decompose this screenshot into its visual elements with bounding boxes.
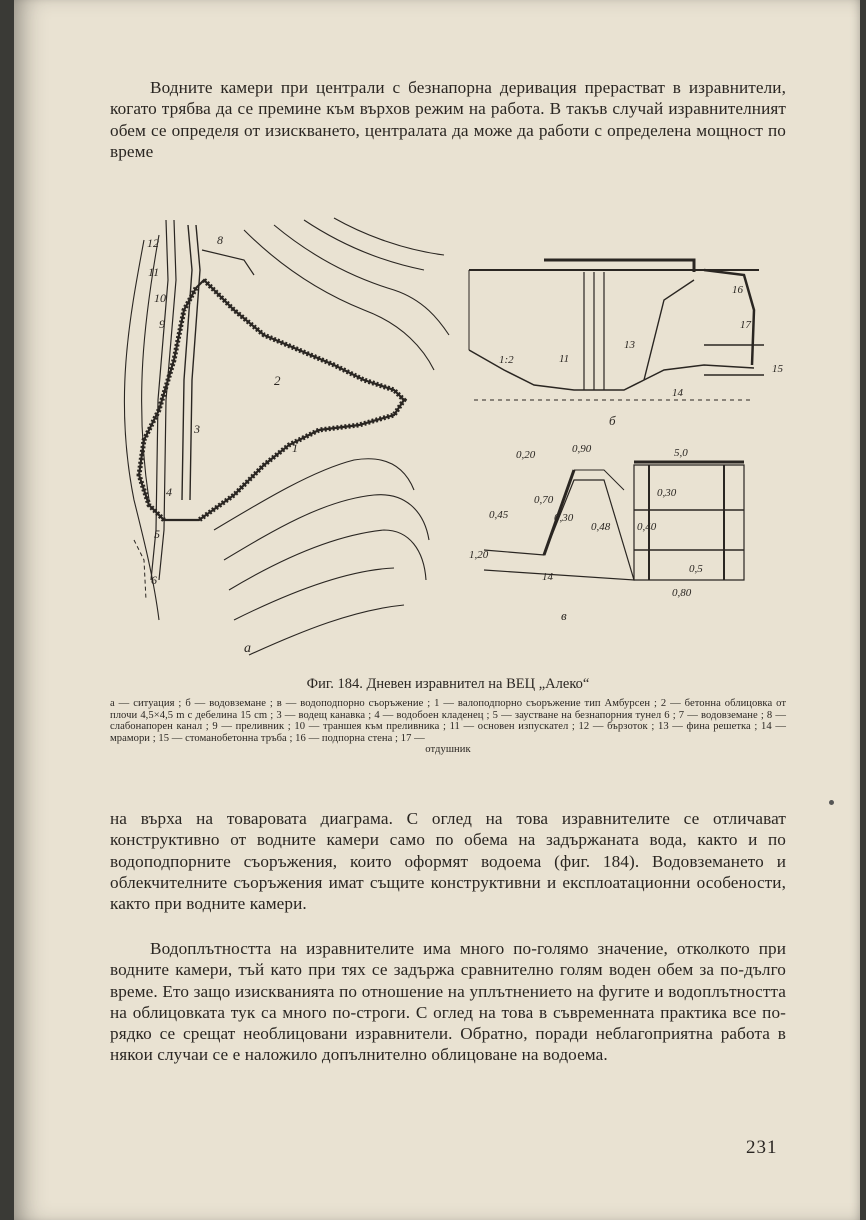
dim-030b: 0,30 <box>657 487 677 499</box>
legend-text: а — ситуация ; б — водовземане ; в — водоподпорно съоръжение ; 1 — валоподпорно съоръжение тип Амбурсен ; 2 — бетонна облицовка от плочи 4,5×4,5 m с дебелина 15 cm ; 3 — водещ канавка ; 4 — водобоен кладенец ; 5 — заустване на безнапорния тунел 6 ; 7 — водовземане ; 8 — слабонапорен канал ; 9 — преливник ; 10 — траншея към преливника ; 11 — основен изпускател ; 12 — бързоток ; 13 — фина решетка ; 14 — мрамори ; 15 — стоманобетонна тръба ; 16 — подпорна стена ; 17 — <box>110 698 786 744</box>
paragraph-1: Водните камери при централи с безнапорна деривация прерастват в изравнители, когато трябва да се премине към върхов режим на работа. В такъв случай изравнителният обем се определя от изискването, централата да може да работи с определена мощност по време <box>110 78 786 161</box>
label-11: 11 <box>148 265 160 279</box>
dim-045: 0,45 <box>489 509 509 521</box>
dim-090: 0,90 <box>572 443 592 455</box>
label-10: 10 <box>154 291 166 305</box>
legend-last: отдушник <box>425 744 471 756</box>
label-14c: 14 <box>542 571 553 583</box>
label-15: 15 <box>772 363 783 375</box>
ink-dot <box>829 800 834 805</box>
figure-caption: Фиг. 184. Дневен изравнител на ВЕЦ „Алеко“ <box>306 676 590 692</box>
contour-line <box>334 218 444 255</box>
label-8: 8 <box>217 233 223 247</box>
paragraph-3: Водоплътността на изравнителите има много по-голямо значение, отколкото при водните камери, тъй като при тях се задържа сравнително голям воден обем за по-дълго време. Ето защо изискванията по отношение на уплътнението на фугите и водоплътността на облицовката тук са много по-строги. С оглед на това в съвременната практика все по-рядко се срещат необлицовани изравнители. Обратно, поради неблагоприятна работа в някои случаи се е наложило допълнително облицоване на водоема. <box>110 939 786 1065</box>
label-11b: 11 <box>559 353 570 365</box>
dim-040: 0,40 <box>637 521 657 533</box>
intake-rack <box>644 280 694 380</box>
label-5: 5 <box>154 527 160 541</box>
dim-020: 0,20 <box>516 449 536 461</box>
label-slope: 1:2 <box>499 354 514 366</box>
label-1: 1 <box>292 441 298 455</box>
label-a: а <box>244 641 251 656</box>
contour-line <box>244 230 434 370</box>
tunnel-line <box>134 540 146 600</box>
buttress-outline <box>484 480 634 580</box>
dim-05: 0,5 <box>689 563 703 575</box>
frame-posts <box>649 465 724 580</box>
page-number: 231 <box>746 1137 778 1158</box>
canal-line <box>202 250 254 275</box>
paragraph-2: на върха на товаровата диаграма. С оглед на това изравнителите се отличават конструктивно от водните камери само по обема на задържаната вода, както и по водоподпорните съоръжения, които оформят водоема (фиг. 184). Водовземането и облекчителните съоръжения имат същите конструктивни и експлоатационни особености, както при водните камери. <box>110 809 786 914</box>
contour-line <box>224 495 429 560</box>
label-2: 2 <box>274 373 281 388</box>
label-6: 6 <box>151 573 157 587</box>
reservoir-wall-hatch <box>199 280 404 520</box>
dim-070: 0,70 <box>534 494 554 506</box>
steel-pipe <box>704 345 764 375</box>
label-13: 13 <box>624 339 635 351</box>
figure-184-drawing <box>104 200 794 670</box>
label-17: 17 <box>740 319 751 331</box>
dim-120: 1,20 <box>469 549 489 561</box>
book-page <box>14 0 860 1220</box>
reservoir-outline <box>139 280 404 520</box>
dim-048: 0,48 <box>591 521 611 533</box>
label-v: в <box>561 608 567 623</box>
label-14: 14 <box>672 387 683 399</box>
label-9: 9 <box>159 317 165 331</box>
label-16: 16 <box>732 284 743 296</box>
contour-line <box>234 568 394 620</box>
contour-line <box>249 605 404 655</box>
intake-columns <box>584 272 604 390</box>
dim-50: 5,0 <box>674 447 688 459</box>
retaining-wall <box>704 270 754 365</box>
label-12: 12 <box>147 236 159 250</box>
contour-line <box>304 220 424 270</box>
label-b: б <box>609 413 616 428</box>
figure-legend <box>110 698 786 756</box>
dim-080: 0,80 <box>672 587 692 599</box>
label-4: 4 <box>166 485 172 499</box>
label-3: 3 <box>194 422 200 436</box>
dim-030: 0,30 <box>554 512 574 524</box>
contour-line <box>274 225 449 335</box>
